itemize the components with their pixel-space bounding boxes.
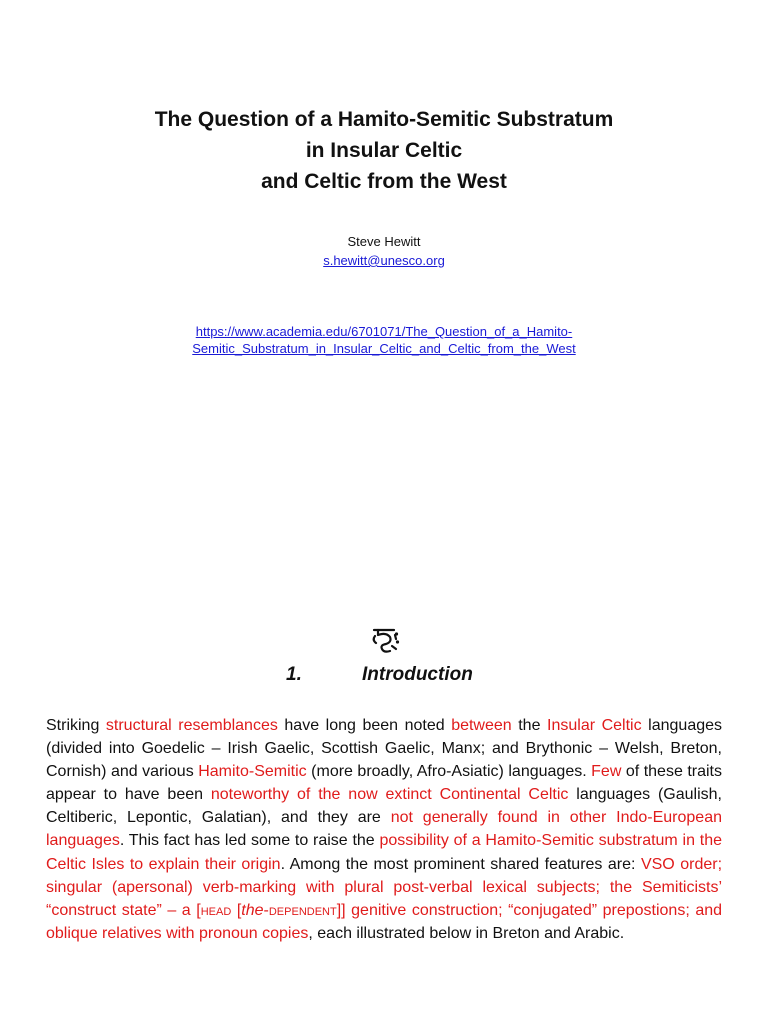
small-caps-dependent: dependent <box>268 901 337 919</box>
highlighted-text: Hamito-Semitic <box>198 763 307 781</box>
highlighted-text: - <box>263 901 269 919</box>
highlighted-text: not generally found in other Indo-European languages <box>46 809 723 850</box>
highlighted-text: VSO order; singular (apersonal) verb-marking with plural post-verbal lexical subjects; the Semiticists’ “construct state” – a [ <box>46 855 723 919</box>
highlighted-text: structural resemblances <box>105 717 278 734</box>
section-ornament-icon <box>366 626 402 656</box>
author-name: Steve Hewitt <box>347 234 421 249</box>
section-number: 1. <box>286 664 302 685</box>
highlighted-text: [ <box>231 901 242 919</box>
text-run: Striking <box>46 717 106 734</box>
title-line-1: The Question of a Hamito-Semitic Substratum <box>154 108 614 131</box>
title-line-2: in Insular Celtic <box>305 139 463 162</box>
text-run: languages (divided into Goedelic – Irish Gaelic, Scottish Gaelic, Manx; and Brythonic – Welsh, Breton, Cornish) and various <box>46 717 723 781</box>
text-run: . This fact has led some to raise the <box>119 832 380 850</box>
source-url-line-1: https://www.academia.edu/6701071/The_Question_of_a_Hamito- <box>195 324 573 339</box>
highlighted-text: Insular Celtic <box>547 717 642 734</box>
text-run: have long been noted <box>277 717 452 734</box>
text-run: (more broadly, Afro-Asiatic) languages. <box>306 763 592 781</box>
author-email-link[interactable]: s.hewitt@unesco.org <box>323 253 445 268</box>
text-run: , each illustrated below in Breton and Arabic. <box>308 924 625 942</box>
small-caps-head: head <box>200 901 232 919</box>
highlighted-text: noteworthy of the now extinct Continental Celtic <box>210 786 569 804</box>
text-run: languages (Gaulish, Celtiberic, Lepontic, Galatian), and they are <box>46 786 722 827</box>
section-heading <box>286 662 473 688</box>
source-url-line-2: Semitic_Substratum_in_Insular_Celtic_and_Celtic_from_the_West <box>192 341 576 356</box>
source-url <box>0 323 768 357</box>
section-title: Introduction <box>362 664 473 685</box>
source-url-link[interactable] <box>0 323 768 357</box>
text-run: . Among the most prominent shared features are: <box>280 855 641 873</box>
author-email-row <box>0 253 768 268</box>
text-run: the <box>511 717 548 734</box>
title-line-3: and Celtic from the West <box>261 170 507 193</box>
text-run: of these traits appear to have been <box>46 763 723 804</box>
highlighted-text: Few <box>591 763 622 781</box>
highlighted-text: possibility of a Hamito-Semitic substratum in the Celtic Isles to explain their origin <box>46 832 722 873</box>
highlighted-text: between <box>451 717 512 734</box>
intro-paragraph <box>46 714 722 945</box>
italic-the: the <box>241 901 264 919</box>
paper-title <box>0 104 768 197</box>
highlighted-text: ]] genitive construction; “conjugated” prepostions; and oblique relatives with pronoun copies <box>46 901 723 942</box>
